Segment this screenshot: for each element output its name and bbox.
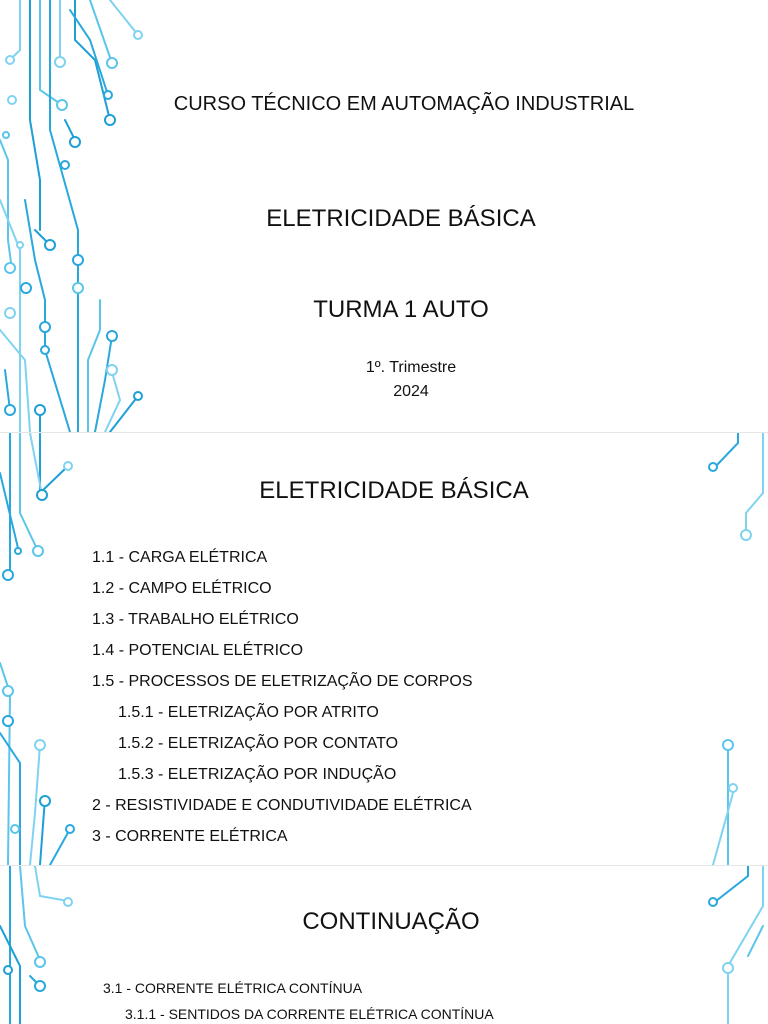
list-item: 3.1.1 - SENTIDOS DA CORRENTE ELÉTRICA CONTÍNUA <box>125 1006 494 1022</box>
year-label: 2024 <box>393 383 429 400</box>
list-item: 1.3 - TRABALHO ELÉTRICO <box>92 611 299 628</box>
list-item: 3 - CORRENTE ELÉTRICA <box>92 828 288 845</box>
continuation-title: CONTINUAÇÃO <box>302 908 480 935</box>
list-item: 2 - RESISTIVIDADE E CONDUTIVIDADE ELÉTRICA <box>92 797 472 814</box>
term-label: 1º. Trimestre <box>365 359 457 376</box>
list-item: 1.1 - CARGA ELÉTRICA <box>92 549 268 566</box>
course-title: CURSO TÉCNICO EM AUTOMAÇÃO INDUSTRIAL <box>173 93 635 115</box>
continuation-list <box>103 978 494 1024</box>
class-name: TURMA 1 AUTO <box>313 296 489 323</box>
list-item: 1.5.1 - ELETRIZAÇÃO POR ATRITO <box>118 704 379 721</box>
circuit-decoration-icon <box>708 866 768 1024</box>
list-item: 1.2 - CAMPO ELÉTRICO <box>92 580 272 597</box>
circuit-decoration-icon <box>0 866 80 1024</box>
slide-title <box>0 0 768 432</box>
list-item: 1.5.2 - ELETRIZAÇÃO POR CONTATO <box>118 735 399 752</box>
contents-list <box>92 544 473 854</box>
slide-contents <box>0 433 768 865</box>
slide-continuation <box>0 866 768 1024</box>
list-item: 1.5.3 - ELETRIZAÇÃO POR INDUÇÃO <box>118 766 397 783</box>
subject-title: ELETRICIDADE BÁSICA <box>266 205 536 232</box>
term-info <box>27 356 768 404</box>
list-item: 1.5 - PROCESSOS DE ELETRIZAÇÃO DE CORPOS <box>92 673 473 690</box>
list-item: 1.4 - POTENCIAL ELÉTRICO <box>92 642 304 659</box>
contents-title: ELETRICIDADE BÁSICA <box>259 477 529 504</box>
list-item: 3.1 - CORRENTE ELÉTRICA CONTÍNUA <box>103 980 363 996</box>
